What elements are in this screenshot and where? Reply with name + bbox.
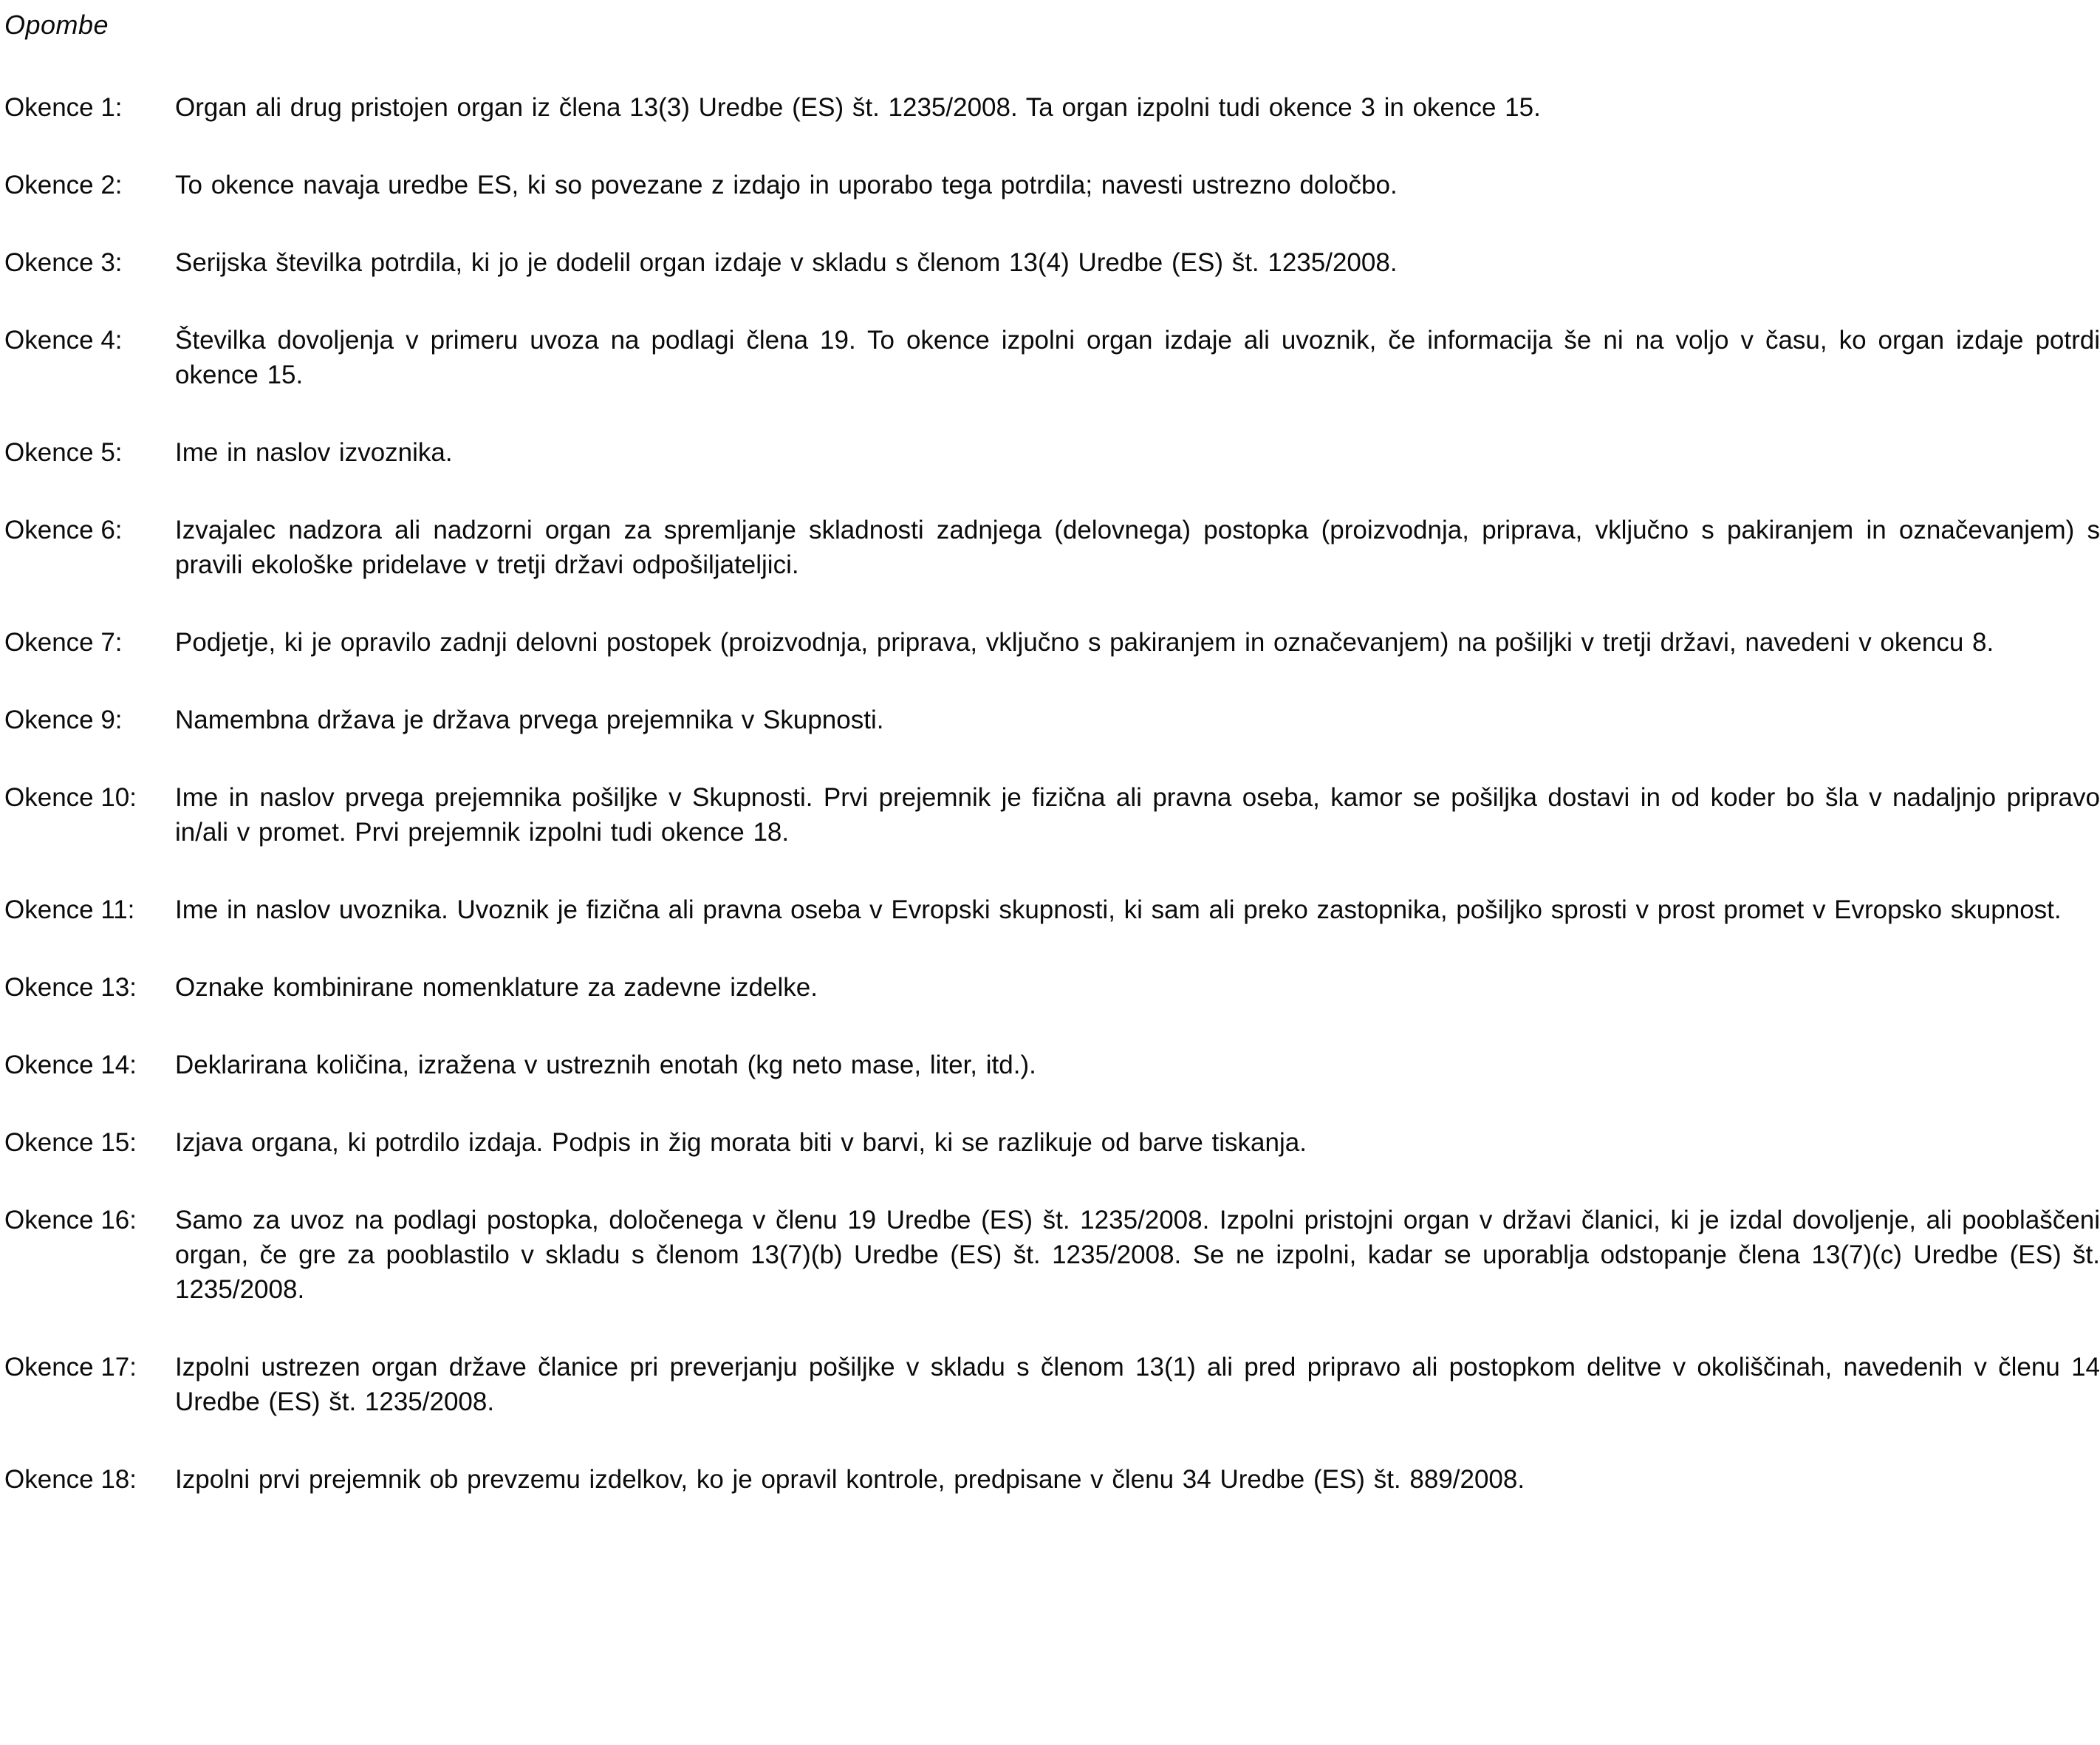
note-item-okence-14: [4, 1048, 2100, 1082]
note-item-okence-4: [4, 323, 2100, 392]
page-title: Opombe: [4, 10, 109, 40]
note-text: Izpolni ustrezen organ države članice pri preverjanju pošiljke v skladu s členom 13(1) ali pred pripravo ali postopkom delitve v okoliščinah, navedenih v členu 14 Uredbe (ES) št. 1235/2008.: [175, 1353, 2100, 1416]
note-item-okence-6: [4, 513, 2100, 582]
note-label: Okence 16:: [4, 1206, 137, 1235]
note-text: Deklarirana količina, izražena v ustreznih enotah (kg neto mase, liter, itd.).: [175, 1051, 1036, 1079]
note-label: Okence 18:: [4, 1465, 137, 1494]
note-text: Številka dovoljenja v primeru uvoza na podlagi člena 19. To okence izpolni organ izdaje ali uvoznik, če informacija še ni na voljo v času, ko organ izdaje potrdi okence 15.: [175, 326, 2100, 389]
note-item-okence-5: [4, 435, 2100, 470]
note-item-okence-18: [4, 1462, 2100, 1497]
note-label: Okence 9:: [4, 706, 123, 734]
note-label: Okence 5:: [4, 438, 123, 467]
note-label: Okence 17:: [4, 1353, 137, 1382]
note-label: Okence 15:: [4, 1128, 137, 1157]
note-label: Okence 4:: [4, 326, 123, 355]
note-item-okence-1: [4, 90, 2100, 125]
note-text: Ime in naslov uvoznika. Uvoznik je fizična ali pravna oseba v Evropski skupnosti, ki sam ali preko zastopnika, pošiljko sprosti v prost promet v Evropsko skupnost.: [175, 895, 2062, 924]
note-text: Samo za uvoz na podlagi postopka, določenega v členu 19 Uredbe (ES) št. 1235/2008. Izpolni pristojni organ v državi članici, ki je izdal dovoljenje, ali pooblaščeni organ, če gre za pooblastilo v skladu s členom 13(7)(b) Uredbe (ES) št. 1235/2008. Se ne izpolni, kadar se uporablja odstopanje člena 13(7)(c) Uredbe (ES) št. 1235/2008.: [175, 1206, 2100, 1304]
note-text: Izjava organa, ki potrdilo izdaja. Podpis in žig morata biti v barvi, ki se razlikuje od barve tiskanja.: [175, 1128, 1307, 1157]
note-label: Okence 6:: [4, 516, 123, 544]
note-text: Oznake kombinirane nomenklature za zadevne izdelke.: [175, 973, 818, 1002]
note-text: Izpolni prvi prejemnik ob prevzemu izdelkov, ko je opravil kontrole, predpisane v členu 34 Uredbe (ES) št. 889/2008.: [175, 1465, 1525, 1494]
note-item-okence-3: [4, 245, 2100, 280]
note-label: Okence 3:: [4, 248, 123, 277]
note-text: Ime in naslov izvoznika.: [175, 438, 453, 467]
note-item-okence-7: [4, 625, 2100, 660]
note-label: Okence 14:: [4, 1051, 137, 1079]
note-item-okence-10: [4, 780, 2100, 850]
note-item-okence-15: [4, 1125, 2100, 1160]
note-label: Okence 13:: [4, 973, 137, 1002]
note-item-okence-17: [4, 1350, 2100, 1419]
note-text: Serijska številka potrdila, ki jo je dodelil organ izdaje v skladu s členom 13(4) Uredbe (ES) št. 1235/2008.: [175, 248, 1398, 277]
note-label: Okence 2:: [4, 171, 123, 199]
note-text: Namembna država je država prvega prejemnika v Skupnosti.: [175, 706, 884, 734]
note-text: Izvajalec nadzora ali nadzorni organ za spremljanje skladnosti zadnjega (delovnega) postopka (proizvodnja, priprava, vključno s pakiranjem in označevanjem) s pravili ekološke pridelave v tretji državi odpošiljateljici.: [175, 516, 2100, 579]
note-label: Okence 11:: [4, 895, 135, 924]
note-item-okence-2: [4, 168, 2100, 202]
note-label: Okence 7:: [4, 628, 123, 657]
notes-list: [4, 90, 2100, 1497]
note-item-okence-9: [4, 703, 2100, 737]
note-item-okence-13: [4, 970, 2100, 1005]
note-item-okence-16: [4, 1203, 2100, 1307]
note-label: Okence 10:: [4, 783, 137, 812]
note-text: Podjetje, ki je opravilo zadnji delovni postopek (proizvodnja, priprava, vključno s pakiranjem in označevanjem) na pošiljki v tretji državi, navedeni v okencu 8.: [175, 628, 1994, 657]
note-text: Ime in naslov prvega prejemnika pošiljke v Skupnosti. Prvi prejemnik je fizična ali pravna oseba, kamor se pošiljka dostavi in od koder bo šla v nadaljnjo pripravo in/ali v promet. Prvi prejemnik izpolni tudi okence 18.: [175, 783, 2100, 847]
note-label: Okence 1:: [4, 93, 123, 122]
note-item-okence-11: [4, 892, 2100, 927]
note-text: Organ ali drug pristojen organ iz člena 13(3) Uredbe (ES) št. 1235/2008. Ta organ izpolni tudi okence 3 in okence 15.: [175, 93, 1541, 122]
note-text: To okence navaja uredbe ES, ki so povezane z izdajo in uporabo tega potrdila; navesti ustrezno določbo.: [175, 171, 1398, 199]
